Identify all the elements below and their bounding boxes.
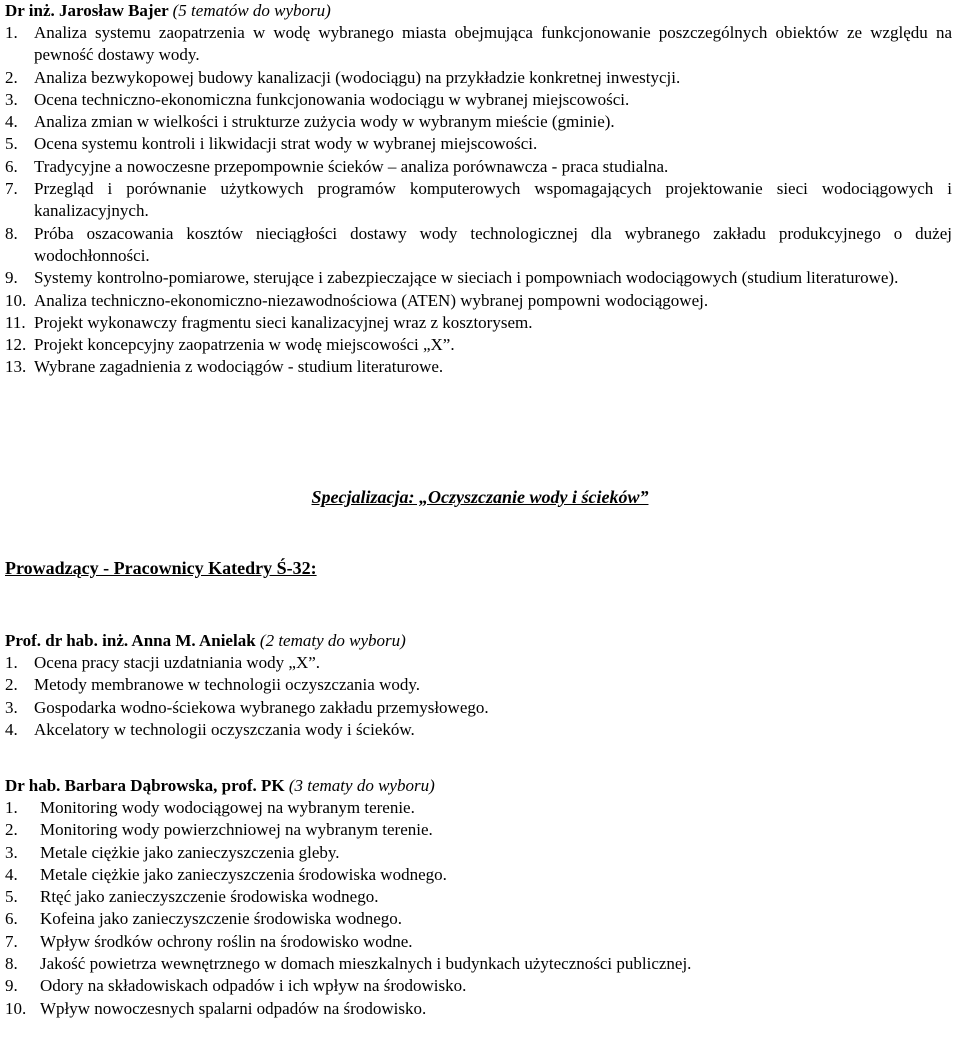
item-text: Metale ciężkie jako zanieczyszczenia środowiska wodnego. [40,864,447,884]
item-number: 2. [5,820,18,840]
item-number: 2. [5,675,18,695]
list-item [5,178,952,223]
item-text: Analiza systemu zaopatrzenia w wodę wybranego miasta obejmująca funkcjonowanie poszczególnych obiektów ze względu na pewność dostawy wody. [34,23,952,65]
supervisor-heading [5,775,952,797]
item-number: 1. [5,653,18,672]
list-item [5,931,952,953]
item-number: 13. [5,357,27,377]
topic-count-note: (2 tematy do wyboru) [259,631,406,650]
item-text: Metody membranowe w technologii oczyszczania wody. [34,675,420,695]
item-number: 3. [5,697,18,717]
list-item [5,998,952,1020]
supervisor-name: Dr hab. Barbara Dąbrowska, prof. PK [5,776,285,795]
leaders-heading: Prowadzący - Pracownicy Katedry Ś-32: [5,558,317,578]
item-text: Analiza techniczno-ekonomiczno-niezawodnościowa (ATEN) wybranej pompowni wodociągowej. [34,290,709,310]
list-item [5,819,952,841]
item-number: 7. [5,179,18,199]
list-item [5,22,952,67]
list-item [5,290,952,312]
item-number: 8. [5,954,18,974]
list-item [5,111,952,133]
section-dabrowska [5,775,952,1020]
list-item [5,797,952,819]
item-number: 1. [5,23,18,42]
item-text: Wpływ nowoczesnych spalarni odpadów na środowisko. [40,998,427,1018]
supervisor-name: Dr inż. Jarosław Bajer [5,1,169,20]
list-item [5,156,952,178]
item-number: 4. [5,719,18,739]
list-item [5,719,952,741]
item-text: Ocena techniczno-ekonomiczna funkcjonowania wodociągu w wybranej miejscowości. [34,89,630,109]
item-number: 5. [5,134,18,154]
list-item [5,67,952,89]
list-item [5,356,952,378]
item-text: Wpływ środków ochrony roślin na środowisko wodne. [40,931,413,951]
topic-list [5,797,952,1020]
item-number: 6. [5,909,18,929]
item-number: 4. [5,864,18,884]
supervisor-heading [5,0,952,22]
item-text: Monitoring wody wodociągowej na wybranym terenie. [40,798,415,817]
item-text: Rtęć jako zanieczyszczenie środowiska wodnego. [40,887,379,907]
item-text: Wybrane zagadnienia z wodociągów - studium literaturowe. [34,357,444,377]
list-item [5,674,952,696]
section-anielak [5,630,952,741]
item-number: 3. [5,89,18,109]
item-text: Odory na składowiskach odpadów i ich wpływ na środowisko. [40,976,467,996]
list-item [5,886,952,908]
item-number: 7. [5,931,18,951]
list-item [5,864,952,886]
list-item [5,223,952,268]
item-number: 5. [5,887,18,907]
topic-list [5,652,952,741]
list-item [5,842,952,864]
item-number: 9. [5,976,18,996]
item-text: Ocena pracy stacji uzdatniania wody „X”. [34,653,321,672]
list-item [5,334,952,356]
item-text: Monitoring wody powierzchniowej na wybranym terenie. [40,820,433,840]
item-number: 3. [5,842,18,862]
list-item [5,652,952,674]
list-item [5,267,952,289]
topic-count-note: (3 tematy do wyboru) [288,776,435,795]
item-number: 2. [5,67,18,87]
item-text: Gospodarka wodno-ściekowa wybranego zakładu przemysłowego. [34,697,489,717]
item-text: Systemy kontrolno-pomiarowe, sterujące i zabezpieczające w sieciach i pompowniach wodociągowych (studium literaturowe). [34,268,899,288]
item-number: 1. [5,798,18,817]
list-item [5,975,952,997]
item-text: Próba oszacowania kosztów nieciągłości dostawy wody technologicznej dla wybranego zakładu produkcyjnego o dużej wodochłonności. [34,223,952,265]
item-text: Kofeina jako zanieczyszczenie środowiska wodnego. [40,909,403,929]
item-number: 4. [5,112,18,132]
supervisor-name: Prof. dr hab. inż. Anna M. Anielak [5,631,256,650]
item-number: 6. [5,156,18,176]
item-text: Ocena systemu kontroli i likwidacji strat wody w wybranej miejscowości. [34,134,538,154]
item-number: 8. [5,223,18,243]
item-text: Tradycyjne a nowoczesne przepompownie ścieków – analiza porównawcza - praca studialna. [34,156,669,176]
item-number: 12. [5,335,27,355]
list-item [5,89,952,111]
list-item [5,953,952,975]
specialization-title: Specjalizacja: „Oczyszczanie wody i ścieków” [311,487,649,507]
item-text: Projekt koncepcyjny zaopatrzenia w wodę miejscowości „X”. [34,335,455,355]
item-number: 11. [5,312,26,332]
item-text: Analiza zmian w wielkości i strukturze zużycia wody w wybranym mieście (gminie). [34,112,615,132]
item-text: Jakość powietrza wewnętrznego w domach mieszkalnych i budynkach użyteczności publicznej. [40,954,692,974]
topic-list [5,22,952,379]
item-number: 10. [5,998,27,1018]
item-text: Projekt wykonawczy fragmentu sieci kanalizacyjnej wraz z kosztorysem. [34,312,533,332]
topic-count-note: (5 tematów do wyboru) [172,1,331,20]
list-item [5,697,952,719]
item-number: 9. [5,268,18,288]
supervisor-heading [5,630,952,652]
list-item [5,908,952,930]
item-text: Przegląd i porównanie użytkowych programów komputerowych wspomagających projektowanie sieci wodociągowych i kanalizacyjnych. [34,179,952,221]
item-text: Analiza bezwykopowej budowy kanalizacji (wodociągu) na przykładzie konkretnej inwestycji. [34,67,681,87]
item-number: 10. [5,290,27,310]
section-bajer [5,0,952,379]
list-item [5,312,952,334]
item-text: Metale ciężkie jako zanieczyszczenia gleby. [40,842,340,862]
list-item [5,133,952,155]
item-text: Akcelatory w technologii oczyszczania wody i ścieków. [34,719,415,739]
